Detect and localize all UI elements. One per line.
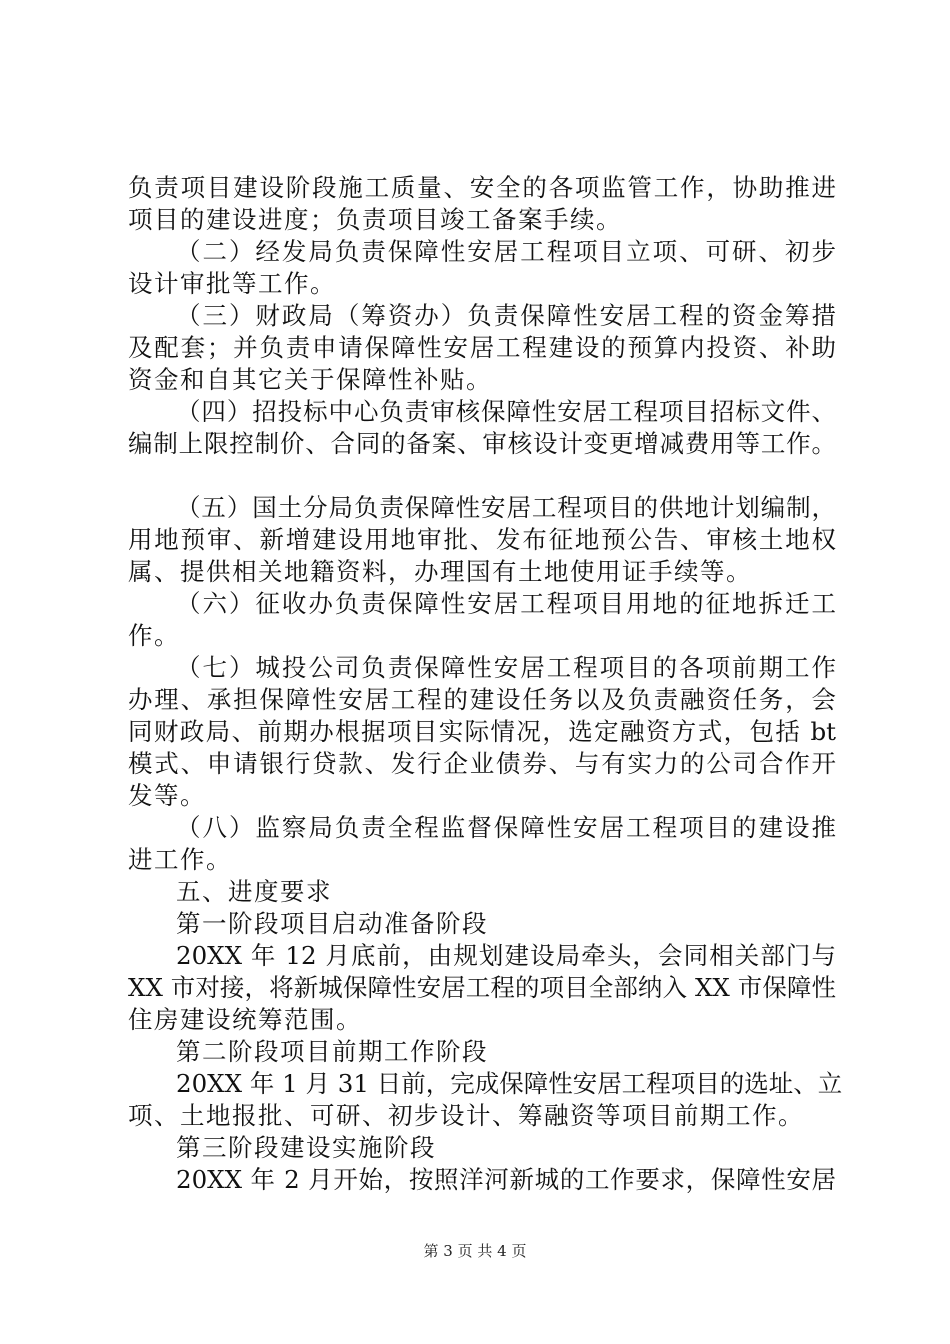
text-line: 作。 (128, 621, 180, 650)
text-line: 编制上限控制价、合同的备案、审核设计变更增减费用等工作。 (128, 429, 836, 458)
blank-line (128, 460, 836, 492)
text-line: （八）监察局负责全程监督保障性安居工程项目的建设推 (176, 813, 836, 842)
text-line: 用地预审、新增建设用地审批、发布征地预公告、审核土地权 (128, 525, 836, 554)
text-line: 发等。 (128, 781, 206, 810)
text-line: 住房建设统筹范围。 (128, 1005, 362, 1034)
text-line: 及配套；并负责申请保障性安居工程建设的预算内投资、补助 (128, 333, 836, 362)
text-line: 20XX 年 1 月 31 日前，完成保障性安居工程项目的选址、立 (176, 1069, 843, 1098)
text-line: 项目的建设进度；负责项目竣工备案手续。 (128, 205, 622, 234)
text-line: （五）国土分局负责保障性安居工程项目的供地计划编制， (176, 493, 836, 522)
text-line: （六）征收办负责保障性安居工程项目用地的征地拆迁工 (176, 589, 836, 618)
text-line: （二）经发局负责保障性安居工程项目立项、可研、初步 (176, 237, 836, 266)
text-line: 同财政局、前期办根据项目实际情况，选定融资方式，包括 bt (128, 717, 836, 746)
text-line: 第三阶段建设实施阶段 (176, 1133, 436, 1162)
text-line: （四）招投标中心负责审核保障性安居工程项目招标文件、 (176, 397, 836, 426)
text-line: 负责项目建设阶段施工质量、安全的各项监管工作，协助推进 (128, 173, 836, 202)
text-line: （七）城投公司负责保障性安居工程项目的各项前期工作 (176, 653, 836, 682)
text-line: 资金和自其它关于保障性补贴。 (128, 365, 492, 394)
text-line: 进工作。 (128, 845, 232, 874)
text-line: XX 市对接，将新城保障性安居工程的项目全部纳入 XX 市保障性 (128, 973, 836, 1002)
text-line: 20XX 年 12 月底前，由规划建设局牵头，会同相关部门与 (176, 941, 836, 970)
text-line: 属、提供相关地籍资料，办理国有土地使用证手续等。 (128, 557, 752, 586)
text-line: 第一阶段项目启动准备阶段 (176, 909, 488, 938)
text-line: 模式、申请银行贷款、发行企业债券、与有实力的公司合作开 (128, 749, 836, 778)
text-line: 办理、承担保障性安居工程的建设任务以及负责融资任务，会 (128, 685, 836, 714)
text-line: 五、进度要求 (176, 877, 332, 906)
text-line: （三）财政局（筹资办）负责保障性安居工程的资金筹措 (176, 301, 836, 330)
text-line: 20XX 年 2 月开始，按照洋河新城的工作要求，保障性安居 (176, 1165, 836, 1194)
text-line: 第二阶段项目前期工作阶段 (176, 1037, 488, 1066)
text-line: 设计审批等工作。 (128, 269, 336, 298)
page-footer: 第 3 页 共 4 页 (423, 1242, 527, 1260)
text-line: 项、土地报批、可研、初步设计、筹融资等项目前期工作。 (128, 1101, 804, 1130)
document-body (128, 172, 843, 1196)
